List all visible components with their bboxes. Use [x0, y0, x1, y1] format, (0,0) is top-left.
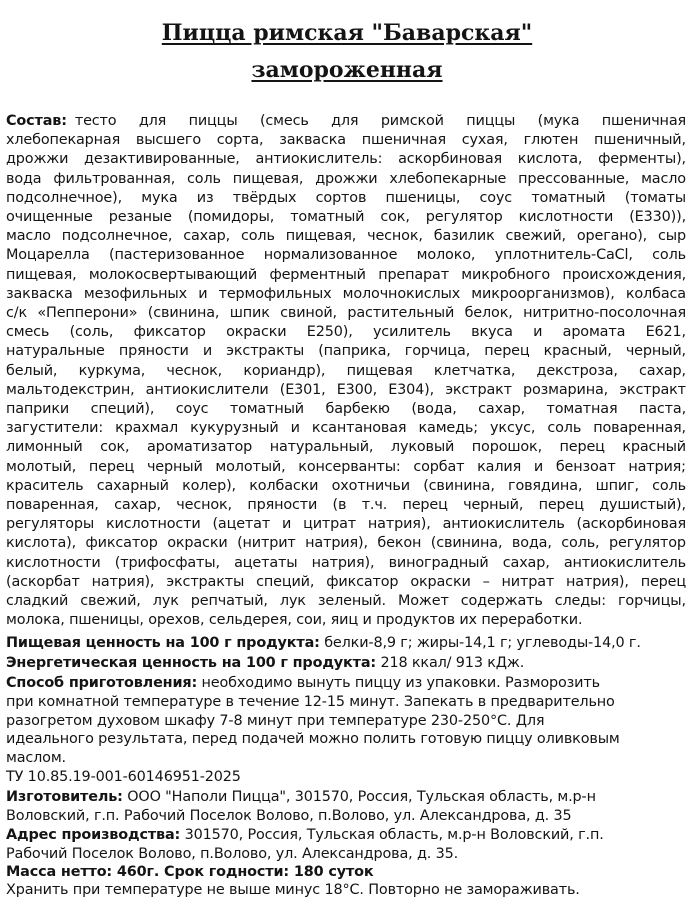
production-address-label: Адрес производства:: [6, 827, 181, 843]
composition-line: молотый, перец черный молотый, консерванты: сорбат калия и бензоат натрия;: [6, 458, 686, 475]
manufacturer-line-1: [6, 790, 596, 804]
composition-line: смесь (соль, фиксатор окраски E250), усилитель вкуса и аромата E621,: [6, 324, 686, 341]
composition-line: мальтодекстрин, антиокислители (E301, E300, E304), экстракт розмарина, экстракт: [6, 381, 686, 398]
preparation-line-1: [6, 676, 600, 690]
composition-line: вода фильтрованная, соль пищевая, дрожжи хлебопекарные прессованные, масло: [6, 170, 686, 187]
composition-line: очищенные резаные (помидоры, томатный сок, регулятор кислотности (E330)),: [6, 209, 686, 225]
preparation-line: маслом.: [6, 749, 66, 766]
composition-line: (аскорбат натрия), экстракты специй, фиксатор окраски – нитрат натрия), перец: [6, 573, 686, 590]
preparation-label: Способ приготовления:: [6, 675, 198, 691]
manufacturer-line-2: Воловский, г.п. Рабочий Поселок Волово, п.Волово, ул. Александрова, д. 35: [6, 808, 572, 824]
nutrition-label: Пищевая ценность на 100 г продукта:: [6, 635, 320, 651]
preparation-line: идеального результата, перед подачей можно полить готовую пиццу оливковым: [6, 731, 620, 748]
composition-line: дрожжи дезактивированные, антиокислитель: аскорбиновая кислота, ферменты),: [6, 151, 686, 168]
storage-conditions: Хранить при температуре не выше минус 18°С. Повторно не замораживать.: [6, 882, 580, 898]
tu-code: ТУ 10.85.19-001-60146951-2025: [6, 769, 241, 785]
composition-line: лимонный сок, ароматизатор натуральный, луковый порошок, перец красный: [6, 439, 686, 456]
composition-line: кислота), фиксатор окраски (нитрит натрия), бекон (свинина, вода, соль, регулятор: [6, 535, 686, 552]
net-weight-shelf-life: Масса нетто: 460г. Срок годности: 180 суток: [6, 864, 374, 880]
product-title: Пицца римская "Баварская": [161, 20, 533, 46]
composition-line: краситель сахарный колер), колбаски охотничьи (свинина, говядина, шпиг, соль: [6, 477, 686, 494]
composition-line: тесто для пиццы (смесь для римской пиццы (мука пшеничная: [74, 113, 686, 129]
energy-label: Энергетическая ценность на 100 г продукта:: [6, 655, 376, 671]
composition-line: пищевая, молокосвертывающий ферментный препарат микробного происхождения,: [6, 266, 686, 283]
composition-line: поваренная, сахар, чеснок, пряности (в т.ч. перец черный, перец душистый),: [6, 497, 686, 513]
composition-line: подсолнечное), мука из твёрдых сортов пшеницы, соус томатный (томаты: [6, 189, 686, 206]
composition-line: закваска мезофильных и термофильных молочнокислых микроорганизмов), колбаса: [6, 285, 686, 302]
production-address-line-2: Рабочий Поселок Волово, п.Волово, ул. Александрова, д. 35.: [6, 846, 459, 862]
energy-line: [6, 656, 524, 670]
composition-line: с/к «Пепперони» (свинина, шпик свиной, растительный белок, нитритно-посолочная: [6, 305, 686, 321]
composition-line: Моцарелла (пастеризованное нормализованное молоко, уплотнитель-CaCl, соль: [6, 247, 686, 264]
composition-line-1: [6, 114, 686, 128]
composition-line: молока, пшеницы, орехов, сельдерея, сои, яиц и продуктов их переработки.: [6, 612, 583, 629]
composition-line: белый, куркума, чеснок, кориандр), пищевая клетчатка, декстроза, сахар,: [6, 362, 686, 379]
nutrition-value: белки-8,9 г; жиры-14,1 г; углеводы-14,0 г.: [324, 635, 641, 651]
energy-value: 218 ккал/ 913 кДж.: [380, 655, 525, 671]
composition-line: масло подсолнечное, сахар, соль пищевая, чеснок, базилик свежий, орегано), сыр: [6, 228, 686, 245]
nutrition-line: [6, 636, 641, 650]
composition-line: хлебопекарная высшего сорта, закваска пшеничная сухая, глютен пшеничный,: [6, 132, 686, 149]
production-address-text: 301570, Россия, Тульская область, м.р-н Воловский, г.п.: [184, 827, 604, 843]
preparation-line: при комнатной температуре в течение 12-15 минут. Запекать в предварительно: [6, 694, 615, 710]
composition-line: сладкий свежий, лук репчатый, лук зеленый. Может содержать следы: горчицы,: [6, 593, 686, 609]
composition-line: натуральные пряности и экстракты (паприка, горчица, перец красный, черный,: [6, 343, 686, 360]
composition-line: регуляторы кислотности (ацетат и цитрат натрия), антиокислитель (аскорбиновая: [6, 516, 686, 533]
composition-line: кислотности (трифосфаты, ацетаты натрия), виноградный сахар, антиокислитель: [6, 554, 686, 571]
product-subtitle: замороженная: [251, 57, 443, 83]
production-address-line-1: [6, 828, 604, 842]
composition-line: загустители: крахмал кукурузный и ксантановая камедь; уксус, соль поваренная,: [6, 420, 686, 437]
manufacturer-label: Изготовитель:: [6, 789, 123, 805]
composition-label: Состав:: [6, 113, 67, 129]
preparation-line: разогретом духовом шкафу 7-8 минут при температуре 230-250°С. Для: [6, 712, 545, 729]
manufacturer-text: ООО "Наполи Пицца", 301570, Россия, Тульская область, м.р-н: [127, 789, 596, 805]
preparation-text: необходимо вынуть пиццу из упаковки. Разморозить: [201, 675, 600, 691]
composition-line: паприки специй), соус томатный барбекю (вода, сахар, томатная паста,: [6, 401, 686, 417]
